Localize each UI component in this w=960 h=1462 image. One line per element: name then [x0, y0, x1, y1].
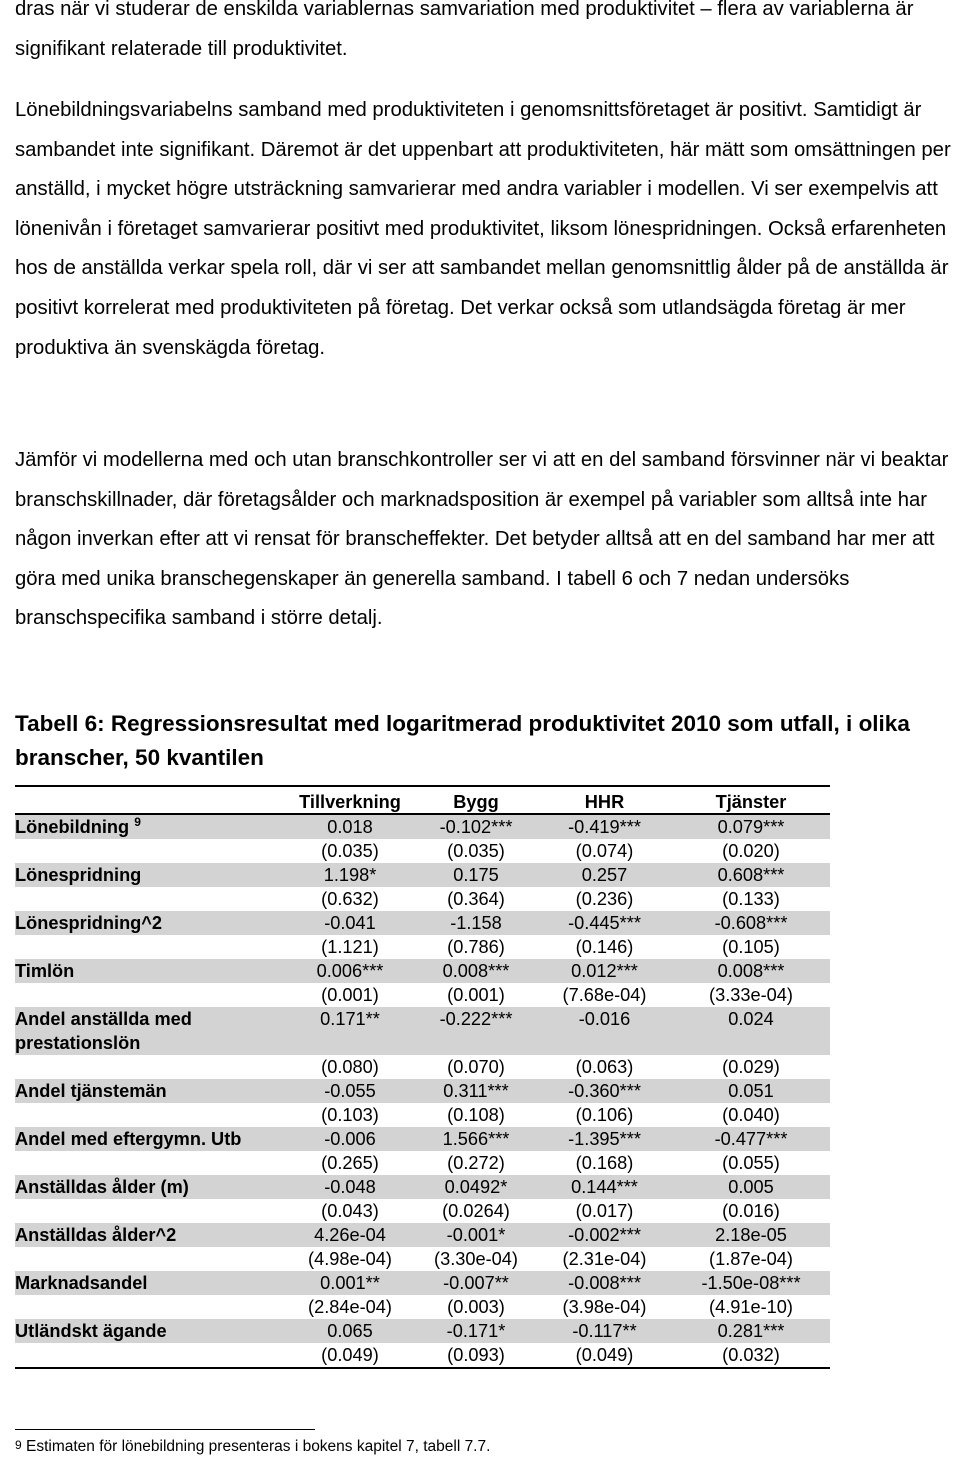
- stderr-cell: (0.074): [575, 841, 634, 861]
- row-label: [15, 1223, 285, 1247]
- estimate-cell: -1.50e-08***: [672, 1271, 830, 1295]
- row-label-empty: [15, 1151, 285, 1175]
- estimate-cell: 0.006***: [285, 959, 415, 983]
- estimate-cell: 4.26e-04: [285, 1223, 415, 1247]
- row-label-text: Anställdas ålder (m): [15, 1177, 189, 1197]
- estimate-cell: 0.144***: [537, 1175, 672, 1199]
- estimate-cell: 0.311***: [415, 1079, 537, 1103]
- table-row-stderr: [15, 1247, 830, 1271]
- row-label-empty: [15, 839, 285, 863]
- stderr-cell: (0.020): [722, 841, 780, 861]
- stderr-cell: (0.108): [447, 1105, 505, 1125]
- estimate-cell: 0.024: [672, 1007, 830, 1055]
- row-label-empty: [15, 1199, 285, 1223]
- footnote-text: Estimaten för lönebildning presenteras i bokens kapitel 7, tabell 7.7.: [26, 1438, 491, 1455]
- table-row-stderr: [15, 1295, 830, 1319]
- row-label-empty: [15, 935, 285, 959]
- column-header: HHR: [537, 786, 672, 814]
- table-row-stderr: [15, 887, 830, 911]
- regression-table: [15, 785, 830, 1369]
- stderr-cell: (0.003): [447, 1297, 505, 1317]
- table-body: [15, 814, 830, 1368]
- row-label-text: Marknadsandel: [15, 1273, 148, 1293]
- stderr-cell: (0.146): [575, 937, 634, 957]
- stderr-cell: (0.093): [415, 1343, 537, 1368]
- estimate-cell: 0.079***: [672, 814, 830, 839]
- stderr-cell: (0.040): [722, 1105, 780, 1125]
- table-row-estimate: [15, 1319, 830, 1343]
- stderr-cell: (0.632): [321, 889, 379, 909]
- stderr-cell: (2.84e-04): [308, 1297, 392, 1317]
- stderr-cell: (1.87e-04): [709, 1249, 793, 1269]
- row-label-empty: [15, 1343, 285, 1368]
- estimate-cell: -0.608***: [672, 911, 830, 935]
- estimate-cell: -0.102***: [415, 814, 537, 839]
- stderr-cell: (0.017): [575, 1201, 634, 1221]
- table-row-stderr: [15, 1055, 830, 1079]
- row-label-text: Timlön: [15, 961, 75, 981]
- estimate-cell: -0.001*: [415, 1223, 537, 1247]
- row-label-text: Lönespridning^2: [15, 913, 163, 933]
- table-row-estimate: [15, 1175, 830, 1199]
- row-label-text: Lönespridning: [15, 865, 142, 885]
- footnote: [15, 1438, 490, 1456]
- estimate-cell: 0.005: [672, 1175, 830, 1199]
- paragraph: Jämför vi modellerna med och utan branschkontroller ser vi att en del samband försvinner när vi beaktar branschskillnader, där företagsålder och marknadsposition är exempel på variabler som alltså inte har någon inverkan efter att vi rensat för branscheffekter. Det betyder alltså att en del samband har mer att göra med unika branschegenskaper än generella samband. I tabell 6 och 7 nedan undersöks branschspecifika samband i större detalj.: [15, 449, 949, 630]
- table-row-stderr: [15, 1103, 830, 1127]
- table-row-estimate: [15, 1079, 830, 1103]
- table-header-row: [15, 786, 830, 814]
- stderr-cell: (0.364): [447, 889, 505, 909]
- stderr-cell: (0.786): [447, 937, 505, 957]
- stderr-cell: (0.080): [321, 1057, 379, 1077]
- table-row-stderr: [15, 1199, 830, 1223]
- table-row-stderr: [15, 983, 830, 1007]
- table-row-stderr: [15, 1343, 830, 1368]
- estimate-cell: 0.001**: [285, 1271, 415, 1295]
- estimate-cell: 0.012***: [537, 959, 672, 983]
- row-label: [15, 1319, 285, 1343]
- row-label: [15, 814, 285, 839]
- estimate-cell: -0.002***: [537, 1223, 672, 1247]
- stderr-cell: (0.029): [722, 1057, 780, 1077]
- stderr-cell: (3.30e-04): [434, 1249, 518, 1269]
- row-label-empty: [15, 1103, 285, 1127]
- estimate-cell: 1.198*: [285, 863, 415, 887]
- row-label-text: Lönebildning: [15, 817, 130, 837]
- stderr-cell: (0.0264): [442, 1201, 510, 1221]
- stderr-cell: (1.121): [321, 937, 379, 957]
- estimate-cell: -0.008***: [537, 1271, 672, 1295]
- stderr-cell: (4.98e-04): [308, 1249, 392, 1269]
- stderr-cell: (0.236): [575, 889, 634, 909]
- stderr-cell: (0.001): [321, 985, 379, 1005]
- row-label: [15, 1127, 285, 1151]
- row-label-text: Andel med eftergymn. Utb: [15, 1129, 242, 1149]
- row-label: [15, 1079, 285, 1103]
- row-label: [15, 911, 285, 935]
- estimate-cell: -0.048: [285, 1175, 415, 1199]
- stderr-cell: (3.98e-04): [562, 1297, 647, 1317]
- estimate-cell: -0.016: [537, 1007, 672, 1055]
- row-label-text: Anställdas ålder^2: [15, 1225, 177, 1245]
- header-corner: [15, 786, 285, 814]
- stderr-cell: (0.272): [447, 1153, 505, 1173]
- stderr-cell: (2.31e-04): [562, 1249, 647, 1269]
- row-label: [15, 1271, 285, 1295]
- estimate-cell: 0.051: [672, 1079, 830, 1103]
- column-header: Tillverkning: [285, 786, 415, 814]
- estimate-cell: 0.608***: [672, 863, 830, 887]
- row-label: [15, 959, 285, 983]
- stderr-cell: (0.049): [537, 1343, 672, 1368]
- row-label: [15, 1007, 285, 1055]
- stderr-cell: (0.032): [672, 1343, 830, 1368]
- estimate-cell: -0.445***: [537, 911, 672, 935]
- estimate-cell: -0.041: [285, 911, 415, 935]
- row-label-empty: [15, 983, 285, 1007]
- column-header: Tjänster: [672, 786, 830, 814]
- stderr-cell: (0.103): [321, 1105, 379, 1125]
- stderr-cell: (0.055): [722, 1153, 780, 1173]
- table-row-stderr: [15, 935, 830, 959]
- estimate-cell: -1.395***: [537, 1127, 672, 1151]
- estimate-cell: -0.171*: [415, 1319, 537, 1343]
- table-row-estimate: [15, 863, 830, 887]
- stderr-cell: (0.070): [447, 1057, 505, 1077]
- estimate-cell: -0.477***: [672, 1127, 830, 1151]
- row-label-empty: [15, 1055, 285, 1079]
- estimate-cell: 0.0492*: [415, 1175, 537, 1199]
- estimate-cell: 1.566***: [415, 1127, 537, 1151]
- table-row-estimate: [15, 1271, 830, 1295]
- estimate-cell: -0.117**: [537, 1319, 672, 1343]
- row-label-empty: [15, 1247, 285, 1271]
- estimate-cell: 0.065: [285, 1319, 415, 1343]
- stderr-cell: (0.049): [285, 1343, 415, 1368]
- footnote-marker: 9: [134, 815, 141, 829]
- table-row-stderr: [15, 1151, 830, 1175]
- table-row-estimate: [15, 1007, 830, 1055]
- stderr-cell: (7.68e-04): [562, 985, 647, 1005]
- estimate-cell: 0.008***: [672, 959, 830, 983]
- row-label: [15, 863, 285, 887]
- table-row-estimate: [15, 814, 830, 839]
- stderr-cell: (0.063): [575, 1057, 634, 1077]
- estimate-cell: -0.419***: [537, 814, 672, 839]
- table-row-estimate: [15, 1223, 830, 1247]
- stderr-cell: (4.91e-10): [709, 1297, 793, 1317]
- stderr-cell: (0.106): [575, 1105, 634, 1125]
- table-title: Tabell 6: Regressionsresultat med logaritmerad produktivitet 2010 som utfall, i olika branscher, 50 kvantilen: [15, 711, 910, 770]
- estimate-cell: 0.281***: [672, 1319, 830, 1343]
- stderr-cell: (0.001): [447, 985, 505, 1005]
- stderr-cell: (0.265): [321, 1153, 379, 1173]
- estimate-cell: 0.175: [415, 863, 537, 887]
- estimate-cell: 0.018: [285, 814, 415, 839]
- estimate-cell: -0.007**: [415, 1271, 537, 1295]
- table-row-estimate: [15, 1127, 830, 1151]
- estimate-cell: 2.18e-05: [672, 1223, 830, 1247]
- estimate-cell: 0.008***: [415, 959, 537, 983]
- row-label-empty: [15, 887, 285, 911]
- paragraph: dras när vi studerar de enskilda variablernas samvariation med produktivitet – flera av variablerna är signifikant relaterade till produktivitet.: [15, 0, 914, 60]
- estimate-cell: -0.006: [285, 1127, 415, 1151]
- stderr-cell: (0.133): [722, 889, 780, 909]
- row-label: [15, 1175, 285, 1199]
- stderr-cell: (0.043): [321, 1201, 379, 1221]
- estimate-cell: 0.171**: [285, 1007, 415, 1055]
- paragraph: Lönebildningsvariabelns samband med produktiviteten i genomsnittsföretaget är positivt. Samtidigt är sambandet inte signifikant. Däremot är det uppenbart att produktiviteten, här mätt som omsättningen per anställd, i mycket högre utsträckning samvarierar med andra variabler i modellen. Vi ser exempelvis att lönenivån i företaget samvarierar positivt med produktivitet, liksom lönespridningen. Också erfarenheten hos de anställda verkar spela roll, där vi ser att sambandet mellan genomsnittlig ålder på de anställda är positivt korrelerat med produktiviteten på företag. Det verkar också som utlandsägda företag är mer produktiva än svenskägda företag.: [15, 99, 951, 359]
- footnote-rule: [15, 1429, 315, 1430]
- stderr-cell: (3.33e-04): [709, 985, 793, 1005]
- table-row-estimate: [15, 959, 830, 983]
- footnote-number: 9: [15, 1438, 22, 1452]
- estimate-cell: -1.158: [415, 911, 537, 935]
- estimate-cell: 0.257: [537, 863, 672, 887]
- estimate-cell: -0.055: [285, 1079, 415, 1103]
- table-row-stderr: [15, 839, 830, 863]
- column-header: Bygg: [415, 786, 537, 814]
- stderr-cell: (0.016): [722, 1201, 780, 1221]
- stderr-cell: (0.035): [321, 841, 379, 861]
- stderr-cell: (0.105): [722, 937, 780, 957]
- row-label-text: Andel tjänstemän: [15, 1081, 167, 1101]
- row-label-text: Utländskt ägande: [15, 1321, 167, 1341]
- stderr-cell: (0.168): [575, 1153, 634, 1173]
- stderr-cell: (0.035): [447, 841, 505, 861]
- row-label-empty: [15, 1295, 285, 1319]
- table-row-estimate: [15, 911, 830, 935]
- estimate-cell: -0.222***: [415, 1007, 537, 1055]
- row-label-text: Andel anställda med prestationslön: [15, 1009, 192, 1053]
- estimate-cell: -0.360***: [537, 1079, 672, 1103]
